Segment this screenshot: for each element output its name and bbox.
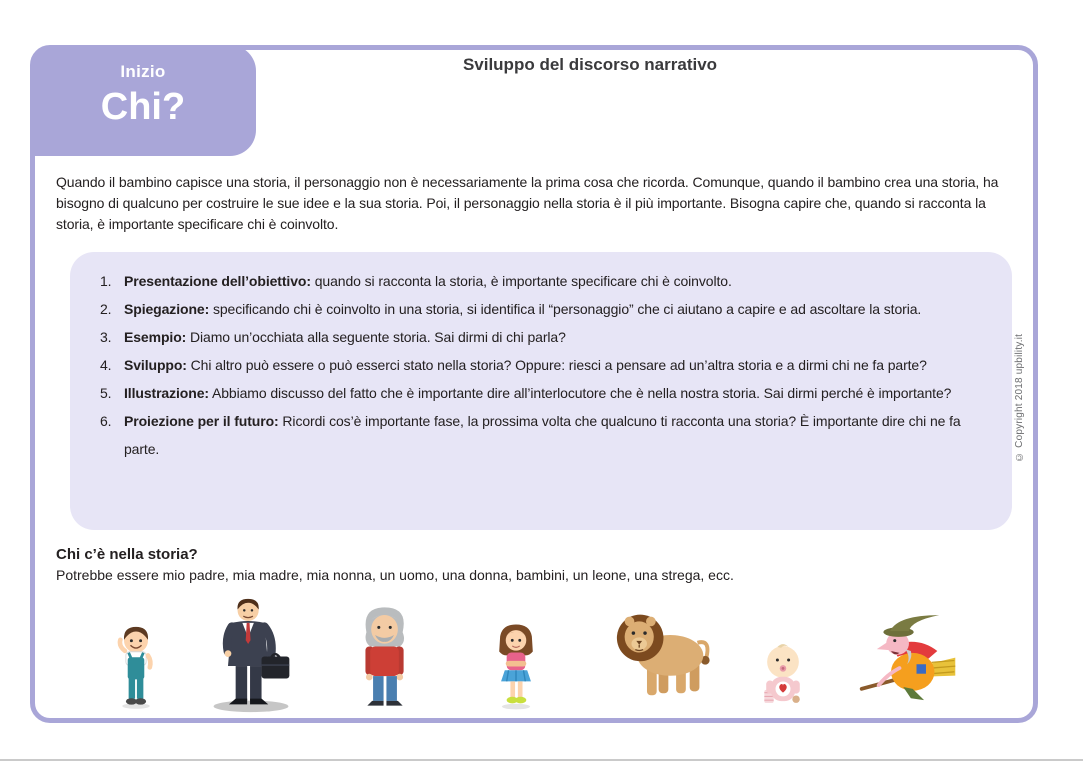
character-grandfather-image <box>354 602 416 712</box>
step-number: 2. <box>100 301 112 317</box>
intro-paragraph: Quando il bambino capisce una storia, il personaggio non è necessariamente la prima cosa che ricorda. Comunque, quando il bambino crea una storia, ha bisogno di qualcuno per costruire le sue idee e la sua storia. Poi, il personaggio nella storia è il più importante. Bisogna capire che, quando si racconta la storia, è importante specificare chi è coinvolto. <box>56 174 999 232</box>
step-item <box>100 323 982 351</box>
copyright-notice: © Copyright 2018 upbility.it <box>1014 333 1025 462</box>
step-number: 4. <box>100 357 112 373</box>
step-number: 6. <box>100 413 112 429</box>
step-text: specificando chi è coinvolto in una storia, si identifica il “personaggio” che ci aiutano a capire e ad ascoltare la storia. <box>212 301 922 317</box>
step-label: Proiezione per il futuro: <box>124 413 279 429</box>
character-boy-image <box>113 620 159 712</box>
bottom-divider <box>0 759 1083 761</box>
step-number: 5. <box>100 385 112 401</box>
character-girl-image <box>488 620 544 712</box>
step-text: Chi altro può essere o può esserci stato nella storia? Oppure: riesci a pensare ad un’altra storia e a dirmi chi ne fa parte? <box>190 357 927 373</box>
who-section-text: Potrebbe essere mio padre, mia madre, mia nonna, un uomo, una donna, bambini, un leone, una strega, ecc. <box>56 567 734 583</box>
step-item <box>100 379 982 407</box>
step-text: Abbiamo discusso del fatto che è importante dire all’interlocutore che è nella nostra storia. Sai dirmi perché è importante? <box>211 385 952 401</box>
step-label: Sviluppo: <box>124 357 187 373</box>
who-section-heading: Chi c’è nella storia? <box>56 546 198 563</box>
step-text: Diamo un’occhiata alla seguente storia. Sai dirmi di chi parla? <box>190 329 566 345</box>
step-label: Presentazione dell’obiettivo: <box>124 273 311 289</box>
badge-kicker: Inizio <box>120 62 166 81</box>
steps-panel <box>70 252 1012 530</box>
page-title: Sviluppo del discorso narrativo <box>462 55 718 74</box>
step-number: 1. <box>100 273 112 289</box>
step-item <box>100 267 982 295</box>
step-text: Ricordi cos’è importante fase, la prossima volta che qualcuno ti racconta una storia? È importante dire chi ne fa parte. <box>124 413 961 457</box>
character-lion-image <box>612 602 714 702</box>
step-item <box>100 351 982 379</box>
step-item <box>100 295 982 323</box>
corner-badge <box>30 45 256 156</box>
step-label: Esempio: <box>124 329 187 345</box>
step-label: Illustrazione: <box>124 385 209 401</box>
step-label: Spiegazione: <box>124 301 210 317</box>
character-witch-image <box>856 610 960 710</box>
step-number: 3. <box>100 329 112 345</box>
step-item <box>100 407 982 463</box>
badge-title: Chi? <box>100 86 186 128</box>
character-father-image <box>203 597 299 714</box>
step-text: quando si racconta la storia, è importante specificare chi è coinvolto. <box>314 273 732 289</box>
character-baby-image <box>755 640 811 708</box>
